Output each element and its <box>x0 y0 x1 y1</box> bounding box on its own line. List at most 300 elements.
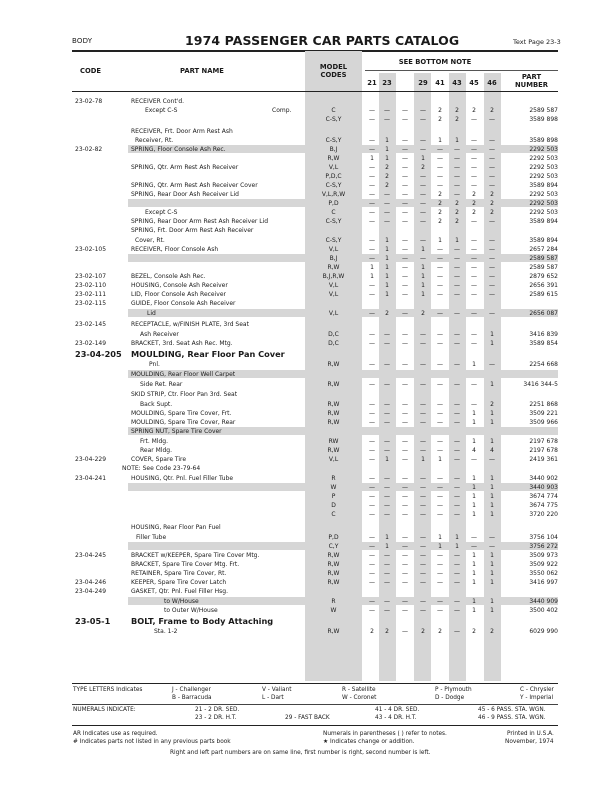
part-code: 23-02-145 <box>75 320 107 328</box>
part-code: 23-02-115 <box>75 299 107 307</box>
part-qualifier: Comp. <box>272 106 292 114</box>
part-name: Sta. 1-2 <box>154 627 178 635</box>
qty-cell: — <box>489 217 495 225</box>
qty-cell: — <box>454 254 460 262</box>
table-row <box>0 339 612 348</box>
qty-cell: — <box>489 236 495 244</box>
qty-cell: 1 <box>490 578 494 586</box>
qty-cell: 1 <box>472 483 476 491</box>
table-row <box>0 330 612 339</box>
numeral-41: 41 - 4 DR. SED. <box>375 707 420 713</box>
model-codes: C-S,Y <box>325 181 342 189</box>
part-name: Frt. Mldg. <box>140 437 169 445</box>
catalog-title: 1974 PASSENGER CAR PARTS CATALOG <box>185 33 460 48</box>
footer-top-rule <box>72 683 558 684</box>
part-number: 3589 898 <box>529 136 558 144</box>
part-name: BOLT, Frame to Body Attaching <box>131 615 274 626</box>
qty-cell: — <box>489 136 495 144</box>
part-name: Cover, Rt. <box>135 236 165 244</box>
model-codes: W <box>330 483 337 491</box>
qty-cell: — <box>369 492 375 500</box>
part-number: 3440 903 <box>529 483 558 491</box>
qty-cell: — <box>489 272 495 280</box>
numerals-label: NUMERALS INDICATE: <box>73 707 136 713</box>
qty-cell: 4 <box>472 446 476 454</box>
qty-cell: — <box>454 606 460 614</box>
qty-cell: — <box>420 597 426 605</box>
column-header-rule <box>72 91 558 92</box>
table-row <box>0 245 612 254</box>
qty-cell: — <box>437 578 443 586</box>
qty-cell: — <box>369 418 375 426</box>
qty-cell: — <box>420 172 426 180</box>
model-codes: R <box>331 474 336 482</box>
qty-cell: — <box>369 474 375 482</box>
qty-cell: — <box>402 474 408 482</box>
part-number: 2657 284 <box>529 245 558 253</box>
qty-cell: 1 <box>421 245 425 253</box>
qty-cell: 2 <box>490 627 494 635</box>
qty-cell: — <box>384 578 390 586</box>
qty-cell: — <box>489 360 495 368</box>
part-name: MOULDING, Spare Tire Cover, Rear <box>131 418 236 426</box>
part-name: HOUSING, Qtr. Pnl. Fuel Filler Tube <box>131 474 234 482</box>
qty-cell: 2 <box>455 208 459 216</box>
see-note-rule <box>365 70 558 71</box>
qty-cell: — <box>420 254 426 262</box>
qty-cell: — <box>471 400 477 408</box>
qty-cell: — <box>471 455 477 463</box>
part-name: BRACKET w/KEEPER, Spare Tire Cover Mtg. <box>131 551 260 559</box>
part-number: 2197 678 <box>529 446 558 454</box>
qty-cell: — <box>489 181 495 189</box>
part-number: 2292 503 <box>529 190 558 198</box>
qty-cell: — <box>471 330 477 338</box>
qty-cell: — <box>402 309 408 317</box>
qty-cell: 1 <box>370 263 374 271</box>
qty-cell: 2 <box>472 208 476 216</box>
qty-cell: 1 <box>370 272 374 280</box>
part-code: 23-04-245 <box>75 551 107 559</box>
table-row <box>0 281 612 290</box>
part-number: 2292 503 <box>529 199 558 207</box>
qty-cell: — <box>369 163 375 171</box>
part-number: 2589 587 <box>529 263 558 271</box>
qty-cell: — <box>402 597 408 605</box>
numeral-43: 43 - 4 DR. H.T. <box>375 715 417 721</box>
qty-cell: — <box>437 380 443 388</box>
model-codes: C-S,Y <box>325 136 342 144</box>
qty-cell: 1 <box>385 533 389 541</box>
qty-cell: — <box>420 437 426 445</box>
qty-cell: — <box>437 437 443 445</box>
qty-cell: — <box>402 606 408 614</box>
qty-cell: — <box>437 483 443 491</box>
table-row <box>0 627 612 636</box>
qty-cell: — <box>402 339 408 347</box>
qty-cell: 1 <box>421 455 425 463</box>
qty-cell: — <box>489 172 495 180</box>
qty-cell: — <box>420 409 426 417</box>
qty-cell: 1 <box>438 136 442 144</box>
qty-cell: — <box>402 199 408 207</box>
qty-cell: 2 <box>385 172 389 180</box>
qty-cell: — <box>369 380 375 388</box>
part-number: 3756 272 <box>529 542 558 550</box>
model-codes: C-S,Y <box>325 115 342 123</box>
qty-cell: — <box>384 474 390 482</box>
table-row <box>0 320 612 329</box>
qty-cell: 1 <box>490 418 494 426</box>
model-codes: V,L <box>328 281 339 289</box>
qty-cell: 1 <box>455 136 459 144</box>
qty-cell: — <box>471 236 477 244</box>
model-codes: R,W <box>327 263 340 271</box>
table-row <box>0 226 612 235</box>
part-name: Side Ret. Rear <box>140 380 183 388</box>
qty-cell: 1 <box>472 474 476 482</box>
qty-cell: — <box>489 263 495 271</box>
qty-cell: — <box>437 597 443 605</box>
model-codes: R <box>331 597 336 605</box>
qty-cell: 2 <box>438 115 442 123</box>
qty-cell: — <box>454 272 460 280</box>
qty-cell: — <box>454 627 460 635</box>
qty-cell: — <box>369 437 375 445</box>
qty-cell: — <box>437 254 443 262</box>
qty-cell: — <box>369 360 375 368</box>
part-number: 3440 902 <box>529 474 558 482</box>
qty-cell: — <box>471 263 477 271</box>
qty-cell: 4 <box>490 446 494 454</box>
qty-cell: — <box>369 254 375 262</box>
model-codes: R,W <box>327 418 340 426</box>
qty-cell: 1 <box>472 560 476 568</box>
model-codes: R,W <box>327 569 340 577</box>
qty-cell: 1 <box>490 437 494 445</box>
table-row <box>0 190 612 199</box>
qty-cell: 1 <box>370 154 374 162</box>
model-codes: D,C <box>328 330 339 338</box>
qty-cell: — <box>369 330 375 338</box>
model-codes: V,L <box>328 309 339 317</box>
note-right-left: Right and left part numbers are on same line, first number is right, second number is left. <box>170 750 431 756</box>
qty-cell: — <box>420 145 426 153</box>
qty-cell: — <box>402 190 408 198</box>
qty-cell: — <box>369 281 375 289</box>
qty-cell: 2 <box>385 181 389 189</box>
qty-cell: — <box>420 190 426 198</box>
model-codes: P,D <box>328 199 339 207</box>
qty-cell: — <box>454 154 460 162</box>
qty-cell: 2 <box>421 309 425 317</box>
qty-cell: — <box>369 597 375 605</box>
qty-cell: 1 <box>472 606 476 614</box>
qty-cell: — <box>437 181 443 189</box>
part-number: 2589 587 <box>529 106 558 114</box>
qty-cell: 1 <box>490 492 494 500</box>
qty-cell: — <box>402 106 408 114</box>
part-number: 3589 894 <box>529 217 558 225</box>
part-name: SPRING, Rear Door Arm Rest Ash Receiver Lid <box>131 217 269 225</box>
model-codes: B,J <box>329 254 338 262</box>
qty-cell: 1 <box>385 263 389 271</box>
part-name: Rear Mldg. <box>140 446 173 454</box>
qty-cell: — <box>384 409 390 417</box>
qty-cell: — <box>402 254 408 262</box>
qty-cell: — <box>454 263 460 271</box>
qty-cell: — <box>402 115 408 123</box>
qty-cell: — <box>454 245 460 253</box>
qty-cell: — <box>402 551 408 559</box>
qty-cell: — <box>369 145 375 153</box>
note-hash: # Indicates parts not listed in any previous parts book <box>73 739 231 745</box>
qty-cell: — <box>454 181 460 189</box>
qty-cell: — <box>420 236 426 244</box>
qty-cell: — <box>369 236 375 244</box>
table-row <box>0 437 612 446</box>
qty-cell: — <box>454 597 460 605</box>
table-row <box>0 446 612 455</box>
qty-cell: — <box>420 208 426 216</box>
qty-cell: — <box>369 208 375 216</box>
qty-cell: — <box>454 483 460 491</box>
qty-cell: 1 <box>490 560 494 568</box>
model-codes: P <box>331 492 336 500</box>
qty-cell: — <box>489 533 495 541</box>
qty-cell: 2 <box>438 627 442 635</box>
qty-cell: — <box>471 136 477 144</box>
qty-cell: — <box>384 483 390 491</box>
part-number: 2589 587 <box>529 254 558 262</box>
qty-cell: — <box>384 492 390 500</box>
qty-cell: — <box>437 281 443 289</box>
part-number: 3500 402 <box>529 606 558 614</box>
qty-cell: — <box>489 290 495 298</box>
qty-cell: 1 <box>421 281 425 289</box>
table-row <box>0 474 612 483</box>
part-code: 23-02-82 <box>75 145 103 153</box>
table-row <box>0 569 612 578</box>
qty-cell: — <box>437 272 443 280</box>
part-name: MOULDING, Rear Floor Pan Cover <box>131 348 285 359</box>
table-row <box>0 464 612 473</box>
part-number: 2292 503 <box>529 163 558 171</box>
qty-cell: — <box>369 455 375 463</box>
qty-cell: — <box>437 409 443 417</box>
qty-cell: — <box>454 309 460 317</box>
qty-cell: — <box>420 181 426 189</box>
table-row <box>0 136 612 145</box>
qty-cell: 1 <box>385 154 389 162</box>
qty-cell: — <box>369 510 375 518</box>
qty-cell: — <box>369 199 375 207</box>
printed-in: Printed in U.S.A. <box>507 731 554 737</box>
qty-cell: — <box>437 330 443 338</box>
table-row <box>0 510 612 519</box>
part-name: Except C-S <box>145 208 178 216</box>
qty-cell: — <box>402 136 408 144</box>
model-codes: R,W <box>327 551 340 559</box>
part-name: SKID STRIP, Ctr. Floor Pan 3rd. Seat <box>131 390 238 398</box>
qty-cell: — <box>369 181 375 189</box>
qty-cell: — <box>437 400 443 408</box>
qty-cell: — <box>437 501 443 509</box>
footer-bottom-rule <box>72 725 558 726</box>
part-name: RETAINER, Spare Tire Cover, Rt. <box>131 569 227 577</box>
qty-cell: 1 <box>472 578 476 586</box>
part-number: 2251 868 <box>529 400 558 408</box>
qty-cell: — <box>471 115 477 123</box>
table-row <box>0 587 612 596</box>
part-number: 3416 839 <box>529 330 558 338</box>
part-number: 3440 909 <box>529 597 558 605</box>
qty-cell: — <box>437 569 443 577</box>
qty-cell: — <box>471 272 477 280</box>
model-codes: R,W <box>327 154 340 162</box>
qty-cell: 1 <box>490 510 494 518</box>
qty-cell: — <box>420 492 426 500</box>
part-name: MOULDING, Spare Tire Cover, Frt. <box>131 409 232 417</box>
qty-cell: — <box>402 360 408 368</box>
qty-cell: — <box>369 172 375 180</box>
qty-cell: — <box>402 330 408 338</box>
qty-cell: — <box>369 551 375 559</box>
part-number: 2656 087 <box>529 309 558 317</box>
qty-cell: 2 <box>438 106 442 114</box>
table-row <box>0 360 612 369</box>
qty-cell: 1 <box>455 236 459 244</box>
table-row <box>0 106 612 115</box>
part-code: 23-04-229 <box>75 455 107 463</box>
qty-cell: 1 <box>385 272 389 280</box>
qty-cell: 1 <box>385 290 389 298</box>
part-number: 2254 668 <box>529 360 558 368</box>
qty-cell: — <box>437 245 443 253</box>
qty-cell: — <box>402 145 408 153</box>
qty-cell: 2 <box>455 199 459 207</box>
qty-cell: 2 <box>472 190 476 198</box>
qty-cell: — <box>402 217 408 225</box>
numeral-46: 46 - 9 PASS. STA. WGN. <box>478 715 546 721</box>
col-header-qty-41: 41 <box>435 79 445 87</box>
qty-cell: — <box>437 290 443 298</box>
type-letter-item: J - Challenger <box>172 687 211 693</box>
col-header-qty-43: 43 <box>452 79 462 87</box>
qty-cell: — <box>420 560 426 568</box>
qty-cell: — <box>471 154 477 162</box>
qty-cell: — <box>402 208 408 216</box>
part-number: 2292 503 <box>529 145 558 153</box>
qty-cell: — <box>369 560 375 568</box>
qty-cell: — <box>471 309 477 317</box>
qty-cell: — <box>369 190 375 198</box>
qty-cell: — <box>489 154 495 162</box>
qty-cell: — <box>420 551 426 559</box>
qty-cell: — <box>402 510 408 518</box>
qty-cell: — <box>402 492 408 500</box>
qty-cell: 1 <box>472 569 476 577</box>
qty-cell: — <box>454 339 460 347</box>
qty-cell: — <box>369 569 375 577</box>
table-row <box>0 145 612 154</box>
qty-cell: 1 <box>385 542 389 550</box>
qty-cell: 1 <box>385 281 389 289</box>
table-row <box>0 597 612 606</box>
qty-cell: — <box>402 483 408 491</box>
qty-cell: — <box>454 380 460 388</box>
type-letter-item: Y - Imperial <box>520 695 554 701</box>
part-name: Except C-S <box>145 106 178 114</box>
part-name: BEZEL, Console Ash Rec. <box>131 272 206 280</box>
col-header-model: MODEL <box>319 63 348 71</box>
model-codes: C-S,Y <box>325 217 342 225</box>
qty-cell: — <box>437 163 443 171</box>
col-header-qty-46: 46 <box>487 79 497 87</box>
model-codes: V,L <box>328 290 339 298</box>
qty-cell: — <box>471 181 477 189</box>
part-number: 3674 775 <box>529 501 558 509</box>
qty-cell: — <box>420 483 426 491</box>
qty-cell: — <box>369 501 375 509</box>
qty-cell: — <box>420 533 426 541</box>
qty-cell: 1 <box>385 145 389 153</box>
qty-cell: — <box>420 360 426 368</box>
part-name: RECEPTACLE, w/FINISH PLATE, 3rd Seat <box>131 320 249 328</box>
part-code: 23-02-110 <box>75 281 107 289</box>
qty-cell: — <box>437 560 443 568</box>
qty-cell: 2 <box>421 627 425 635</box>
page-number: Text Page 23-3 <box>513 38 561 46</box>
qty-cell: 1 <box>438 455 442 463</box>
qty-cell: — <box>471 163 477 171</box>
col-header-part: PART <box>521 73 542 81</box>
model-codes: R,W <box>327 400 340 408</box>
qty-cell: — <box>384 380 390 388</box>
qty-cell: — <box>384 330 390 338</box>
qty-cell: 2 <box>455 217 459 225</box>
col-header-codes: CODES <box>320 71 347 79</box>
part-number: 3509 922 <box>529 560 558 568</box>
model-codes: R,W <box>327 578 340 586</box>
qty-cell: — <box>384 418 390 426</box>
qty-cell: — <box>420 578 426 586</box>
model-codes: R,W <box>327 446 340 454</box>
model-codes: C-S,Y <box>325 236 342 244</box>
qty-cell: — <box>384 115 390 123</box>
table-row <box>0 400 612 409</box>
qty-cell: — <box>384 606 390 614</box>
part-code: 23-02-78 <box>75 97 103 105</box>
table-row <box>0 254 612 263</box>
qty-cell: 1 <box>472 360 476 368</box>
qty-cell: 2 <box>455 115 459 123</box>
qty-cell: 2 <box>438 199 442 207</box>
qty-cell: — <box>402 245 408 253</box>
qty-cell: — <box>402 154 408 162</box>
qty-cell: 2 <box>490 199 494 207</box>
qty-cell: — <box>437 474 443 482</box>
qty-cell: — <box>437 606 443 614</box>
qty-cell: — <box>420 446 426 454</box>
qty-cell: — <box>420 106 426 114</box>
qty-cell: — <box>489 455 495 463</box>
part-name: to Outer W/House <box>164 606 218 614</box>
qty-cell: — <box>454 510 460 518</box>
qty-cell: 2 <box>490 106 494 114</box>
qty-cell: — <box>369 217 375 225</box>
part-number: 2879 652 <box>529 272 558 280</box>
